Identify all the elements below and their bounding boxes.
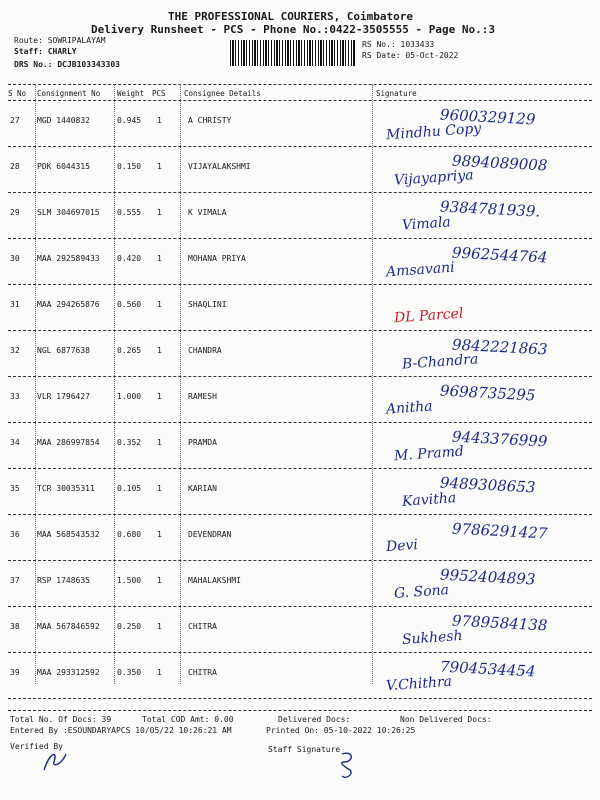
- row-pcs: 1: [157, 438, 162, 447]
- divider: [8, 84, 592, 85]
- row-pcs: 1: [157, 530, 162, 539]
- row-divider: [8, 146, 592, 147]
- row-consignment: VLR 1796427: [37, 392, 90, 401]
- row-divider: [8, 284, 592, 285]
- rs-date: RS Date: 05-Oct-2022: [362, 51, 459, 60]
- non-delivered-docs: Non Delivered Docs:: [400, 715, 492, 724]
- row-consignee: DEVENDRAN: [188, 530, 232, 539]
- column-rule: [372, 84, 373, 684]
- row-consignee: KARIAN: [188, 484, 217, 493]
- col-weight: Weight: [117, 89, 145, 98]
- col-pcs: PCS: [152, 89, 166, 98]
- row-signature-name: Anitha: [385, 398, 434, 418]
- row-signature-phone: 9962544764: [451, 243, 548, 267]
- row-sno: 36: [10, 530, 20, 539]
- row-consignee: A CHRISTY: [188, 116, 232, 125]
- row-pcs: 1: [157, 162, 162, 171]
- row-pcs: 1: [157, 254, 162, 263]
- row-divider: [8, 376, 592, 377]
- row-divider: [8, 422, 592, 423]
- row-signature-phone: 9384781939.: [439, 197, 541, 221]
- row-divider: [8, 606, 592, 607]
- row-weight: 0.150: [117, 162, 142, 171]
- row-sno: 38: [10, 622, 20, 631]
- row-sno: 35: [10, 484, 20, 493]
- row-signature-name: Devi: [385, 536, 419, 556]
- staff-signature-label: Staff Signature: [268, 745, 341, 754]
- row-consignee: CHANDRA: [188, 346, 222, 355]
- row-consignment: MAA 567846592: [37, 622, 100, 631]
- row-divider: [8, 560, 592, 561]
- row-signature-name: Sukhesh: [401, 627, 464, 649]
- row-consignee: CHITRA: [188, 668, 217, 677]
- row-signature-phone: 9489308653: [439, 473, 536, 497]
- row-consignment: MAA 286997854: [37, 438, 100, 447]
- row-signature-phone: 9789584138: [451, 611, 548, 635]
- row-pcs: 1: [157, 300, 162, 309]
- staff-signature-mark: [336, 750, 360, 780]
- printed-on: Printed On: 05-10-2022 10:26:25: [266, 726, 416, 735]
- row-sno: 27: [10, 116, 20, 125]
- row-sno: 32: [10, 346, 20, 355]
- row-sno: 33: [10, 392, 20, 401]
- divider: [8, 100, 592, 101]
- total-cod: Total COD Amt: 0.00: [142, 715, 234, 724]
- company-title: THE PROFESSIONAL COURIERS, Coimbatore: [168, 10, 414, 23]
- row-signature-name: Vijayapriya: [393, 167, 475, 189]
- row-divider: [8, 192, 592, 193]
- row-pcs: 1: [157, 668, 162, 677]
- row-signature-name: Amsavani: [385, 259, 456, 281]
- row-divider: [8, 330, 592, 331]
- row-consignment: MAA 568543532: [37, 530, 100, 539]
- total-docs: Total No. Of Docs: 39: [10, 715, 112, 724]
- row-consignment: SLM 304697015: [37, 208, 100, 217]
- column-rule: [114, 84, 115, 684]
- row-consignee: MOHANA PRIYA: [188, 254, 246, 263]
- row-consignment: MAA 293312592: [37, 668, 100, 677]
- row-pcs: 1: [157, 346, 162, 355]
- divider: [8, 710, 592, 711]
- row-signature-name: M. Pramd: [393, 443, 465, 465]
- row-consignee: K VIMALA: [188, 208, 227, 217]
- row-divider: [8, 652, 592, 653]
- row-divider: [8, 514, 592, 515]
- col-sno: S No: [8, 89, 27, 98]
- row-divider: [8, 238, 592, 239]
- row-weight: 0.350: [117, 668, 142, 677]
- row-signature-phone: 9952404893: [439, 565, 536, 589]
- row-sno: 37: [10, 576, 20, 585]
- column-rule: [35, 84, 36, 684]
- col-signature: Signature: [376, 89, 417, 98]
- row-pcs: 1: [157, 484, 162, 493]
- verifier-signature: [40, 748, 70, 774]
- staff-label: Staff: CHARLY: [14, 47, 77, 56]
- row-pcs: 1: [157, 622, 162, 631]
- row-sno: 29: [10, 208, 20, 217]
- row-pcs: 1: [157, 116, 162, 125]
- row-weight: 1.000: [117, 392, 142, 401]
- col-consignment: Consignment No: [37, 89, 101, 98]
- row-consignee: SHAQLINI: [188, 300, 227, 309]
- row-weight: 0.420: [117, 254, 142, 263]
- row-signature-phone: 9600329129: [439, 105, 536, 129]
- verified-by-label: Verified By: [10, 742, 63, 751]
- row-consignment: RSP 1748635: [37, 576, 90, 585]
- route-label: Route: SOWRIPALAYAM: [14, 36, 106, 45]
- row-signature-name: G. Sona: [393, 582, 450, 602]
- row-consignee: CHITRA: [188, 622, 217, 631]
- row-signature-name: B-Chandra: [401, 351, 479, 373]
- row-consignment: MAA 292589433: [37, 254, 100, 263]
- row-weight: 0.680: [117, 530, 142, 539]
- row-pcs: 1: [157, 392, 162, 401]
- row-signature-phone: 9786291427: [451, 519, 548, 543]
- row-consignee: VIJAYALAKSHMI: [188, 162, 251, 171]
- row-sno: 34: [10, 438, 20, 447]
- row-signature-phone: 9842221863: [451, 335, 548, 359]
- row-pcs: 1: [157, 576, 162, 585]
- row-weight: 0.265: [117, 346, 142, 355]
- row-sno: 39: [10, 668, 20, 677]
- row-consignment: PDK 6044315: [37, 162, 90, 171]
- row-weight: 0.352: [117, 438, 142, 447]
- delivered-docs: Delivered Docs:: [278, 715, 351, 724]
- row-consignment: TCR 30035311: [37, 484, 95, 493]
- row-consignment: NGL 6877638: [37, 346, 90, 355]
- row-signature-name: V.Chithra: [385, 673, 453, 695]
- row-signature-phone: 9894089008: [451, 151, 548, 175]
- row-sno: 28: [10, 162, 20, 171]
- column-rule: [180, 84, 181, 684]
- row-consignee: RAMESH: [188, 392, 217, 401]
- rs-number: RS No.: 1033433: [362, 40, 435, 49]
- row-weight: 0.945: [117, 116, 142, 125]
- barcode: [230, 40, 356, 66]
- row-pcs: 1: [157, 208, 162, 217]
- entered-by: Entered By :ESOUNDARYAPCS 10/05/22 10:26:21 AM: [10, 726, 232, 735]
- row-signature-name: DL Parcel: [393, 305, 464, 327]
- row-signature-name: Vimala: [401, 214, 452, 234]
- row-divider: [8, 698, 592, 699]
- row-weight: 0.250: [117, 622, 142, 631]
- row-consignee: PRAMDA: [188, 438, 217, 447]
- row-signature-name: Kavitha: [401, 490, 457, 510]
- row-consignment: MGD 1440832: [37, 116, 90, 125]
- row-weight: 0.560: [117, 300, 142, 309]
- row-consignee: MAHALAKSHMI: [188, 576, 241, 585]
- row-signature-phone: 9698735295: [439, 381, 536, 405]
- row-signature-name: Mindhu Copy: [385, 120, 482, 144]
- row-weight: 0.555: [117, 208, 142, 217]
- runsheet-subtitle: Delivery Runsheet - PCS - Phone No.:0422-3505555 - Page No.:3: [91, 23, 495, 36]
- drs-number: DRS No.: DCJB103343303: [14, 60, 120, 69]
- row-sno: 30: [10, 254, 20, 263]
- row-signature-phone: 9443376999: [451, 427, 548, 451]
- row-weight: 0.105: [117, 484, 142, 493]
- row-sno: 31: [10, 300, 20, 309]
- row-weight: 1.500: [117, 576, 142, 585]
- col-consignee: Consignee Details: [184, 89, 261, 98]
- row-signature-phone: 7904534454: [439, 657, 536, 681]
- row-consignment: MAA 294265876: [37, 300, 100, 309]
- row-divider: [8, 468, 592, 469]
